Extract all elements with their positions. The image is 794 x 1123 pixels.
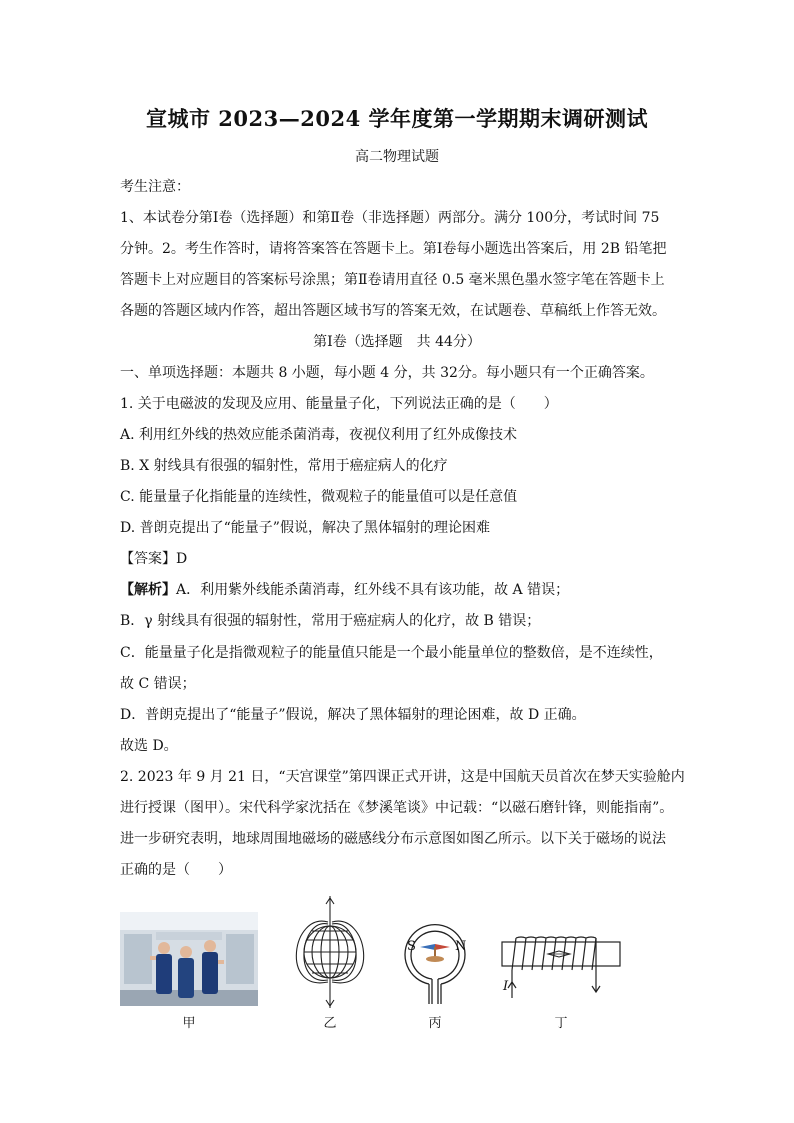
notice-line: 分钟。2。考生作答时，请将答案答在答题卡上。第Ⅰ卷每小题选出答案后，用 2B 铅笔把 bbox=[120, 241, 667, 257]
analysis-line: D．普朗克提出了“能量子”假说，解决了黑体辐射的理论困难，故 D 正确。 bbox=[120, 707, 586, 723]
notice-line: 答题卡上对应题目的答案标号涂黑；第Ⅱ卷请用直径 0.5 毫米黑色墨水签字笔在答题卡上 bbox=[120, 272, 665, 288]
question-1-analysis bbox=[120, 581, 569, 599]
question-1-option-c: C. 能量量子化指能量的连续性，微观粒子的能量值可以是任意值 bbox=[120, 489, 518, 505]
earth-magnetic-field-figure bbox=[282, 892, 378, 1012]
question-1-option-b: B. X 射线具有很强的辐射性，常用于癌症病人的化疗 bbox=[120, 458, 448, 474]
current-label: I bbox=[503, 979, 509, 994]
caption-bing: 丙 bbox=[428, 1016, 442, 1031]
analysis-line: 故选 D。 bbox=[120, 738, 178, 754]
caption-yi: 乙 bbox=[323, 1016, 337, 1031]
question-2-stem: 2. 2023 年 9 月 21 日，“天宫课堂”第四课正式开讲，这是中国航天员首次在梦天实验舱内 bbox=[120, 769, 685, 785]
question-2-stem: 进行授课（图甲）。宋代科学家沈括在《梦溪笔谈》中记载：“以磁石磨针锋，则能指南”。 bbox=[120, 800, 674, 816]
caption-jia: 甲 bbox=[182, 1016, 196, 1031]
analysis-line: 故 C 错误； bbox=[120, 676, 196, 692]
question-1-stem: 1. 关于电磁波的发现及应用、能量量子化，下列说法正确的是（ ） bbox=[120, 396, 558, 412]
caption-ding: 丁 bbox=[554, 1016, 568, 1031]
notice-line: 各题的答题区域内作答，超出答题区域书写的答案无效，在试题卷、草稿纸上作答无效。 bbox=[120, 303, 666, 319]
question-1-option-d: D. 普朗克提出了“能量子”假说，解决了黑体辐射的理论困难 bbox=[120, 520, 490, 536]
document-title: 宣城市 2023—2024 学年度第一学期期末调研测试 bbox=[145, 106, 648, 131]
document-subtitle: 高二物理试题 bbox=[355, 149, 439, 165]
question-1-answer: 【答案】D bbox=[120, 551, 188, 567]
compass-ring-figure bbox=[398, 914, 472, 1006]
astronaut-photo bbox=[120, 912, 258, 1006]
question-1-option-a: A. 利用红外线的热效应能杀菌消毒，夜视仪利用了红外成像技术 bbox=[120, 427, 518, 443]
analysis-label: 【解析】 bbox=[120, 582, 176, 598]
compass-n-label: N bbox=[455, 939, 467, 954]
question-2-stem: 进一步研究表明，地球周围地磁场的磁感线分布示意图如图乙所示。以下关于磁场的说法 bbox=[120, 831, 666, 847]
part-heading: 一、单项选择题：本题共 8 小题，每小题 4 分，共 32分。每小题只有一个正确答案。 bbox=[120, 365, 654, 381]
solenoid-figure bbox=[498, 932, 624, 1002]
analysis-line: B．γ 射线具有很强的辐射性，常用于癌症病人的化疗，故 B 错误； bbox=[120, 613, 541, 629]
compass-s-label: S bbox=[407, 939, 416, 954]
analysis-text: A．利用紫外线能杀菌消毒，红外线不具有该功能，故 A 错误； bbox=[176, 582, 570, 598]
notice-heading: 考生注意： bbox=[120, 179, 190, 195]
question-2-stem: 正确的是（ ） bbox=[120, 862, 232, 878]
section-title: 第Ⅰ卷（选择题 共 44分） bbox=[313, 334, 481, 350]
analysis-line: C．能量量子化是指微观粒子的能量值只能是一个最小能量单位的整数倍，是不连续性， bbox=[120, 645, 663, 661]
notice-line: 1、本试卷分第Ⅰ卷（选择题）和第Ⅱ卷（非选择题）两部分。满分 100分，考试时间 75 bbox=[120, 210, 660, 226]
